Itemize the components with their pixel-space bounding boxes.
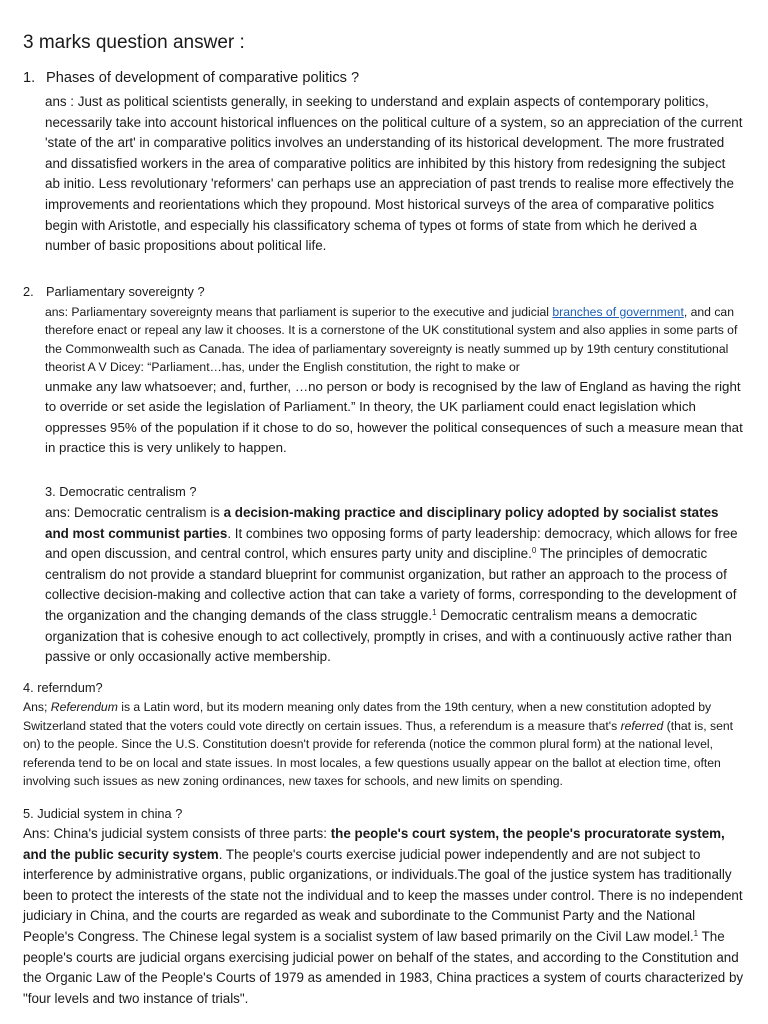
question-3-title: 3. Democratic centralism ? — [45, 484, 197, 499]
question-2 — [23, 283, 743, 459]
question-3-answer-bold: a decision-making practice and disciplinary policy adopted by socialist states and most communist parties — [45, 505, 719, 541]
question-2-title: Parliamentary sovereignty ? — [46, 284, 205, 299]
question-5-answer-bold: the people's court system, the people's procuratorate system, and the public security system — [23, 826, 725, 862]
footnote-0-marker: 0 — [531, 546, 537, 556]
question-2-number: 2. — [23, 284, 34, 299]
question-1-answer: ans : Just as political scientists generally, in seeking to understand and explain aspects of contemporary politics, necessarily take into account historical influences on the political culture of a system, so an appreciation of the current 'state of the art' in comparative politics involves an understanding of its historical development. The more frustrated and dissatisfied workers in the area of comparative politics are inhibited by this history from redesigning the subject ab initio. Less revolutionary 'reformers' can perhaps use an appreciation of past trends to realise more effectively the improvements and reorientations which they propound. Most historical surveys of the area of comparative politics begin with Aristotle, and especially his classificatory schema of types ot forms of state from which he derived a number of basic propositions about political life. — [45, 94, 743, 254]
question-3-answer — [45, 503, 743, 668]
question-2-heading — [23, 283, 743, 301]
question-3-answer-end: Democratic centralism means a democratic organization that is cohesive enough to act collectively, promptly in crises, and with a continuously active rather than passive or only occasionally active membership. — [45, 607, 732, 665]
question-4-answer-mid: is a Latin word, but its modern meaning only dates from the 19th century, when a new constitution adopted by Switzerland stated that the voters could vote directly on certain issues. Thus, a referendum is a measure that's — [23, 700, 712, 733]
question-1-heading — [23, 67, 743, 89]
question-1-number: 1. — [23, 70, 36, 86]
question-4-answer-end: (that is, sent on) to the people. Since the U.S. Constitution doesn't provide for referenda (notice the common plural form) at the national level, referenda tend to be on local and state issues. In most locales, a few questions usually appear on the ballot at election time, often involving such issues as new zoning ordinances, new taxes for schools, and new limits on spending. — [23, 718, 734, 788]
question-3 — [45, 483, 743, 668]
question-4-answer-intro: Ans; — [23, 700, 51, 714]
question-5-answer-intro: Ans: China's judicial system consists of three parts: — [23, 826, 331, 841]
question-5 — [23, 805, 745, 1009]
question-2-answer-text-b: , and can therefore enact or repeal any law it chooses. It is a cornerstone of the UK constitutional system and also applies in some parts of the Commonwealth such as Canada. The idea of parliamentary sovereignty is neatly summed up by 19th century constitutional theorist A V Dicey: “Parliament…has, under the English constitution, the right to make or — [45, 305, 738, 375]
question-5-answer — [23, 824, 745, 1009]
question-5-answer-mid: . The people's courts exercise judicial power independently and are not subject to interference by administrative organs, public organizations, or individuals.The goal of the justice system has traditionally been to protect the interests of the state not the individual and to keep the masses under control. There is no independent judiciary in China, and the courts are regarded as weak and subordinate to the Communist Party and the National People's Congress. The Chinese legal system is a socialist system of law based primarily on the Civil Law model. — [23, 846, 743, 944]
footnote-1-marker: 1 — [432, 607, 437, 617]
question-4-term-referred: referred — [620, 718, 664, 733]
question-5-title: 5. Judicial system in china ? — [23, 806, 183, 821]
page-title: 3 marks question answer : — [23, 32, 245, 53]
question-2-answer-continued: unmake any law whatsoever; and, further, …no person or body is recognised by the law of England as having the right to override or set aside the legislation of Parliament.” In theory, the UK parliament could enact legislation which oppresses 95% of the population if it chose to do so, however the political consequences of such a measure mean that in practice this is very unlikely to happen. — [45, 378, 743, 456]
question-3-answer-intro: ans: Democratic centralism is — [45, 505, 224, 520]
question-2-answer — [45, 303, 743, 377]
question-3-answer-mid: . It combines two opposing forms of party leadership: democracy, which allows for free and open discussion, and central control, which ensures party unity and discipline. — [45, 525, 738, 562]
question-3-answer-mid2: The principles of democratic centralism do not provide a standard blueprint for communist organization, but rather an approach to the process of collective decision-making and collective action that can take a variety of forms, corresponding to the development of the organization and the changing demands of the class struggle. — [45, 546, 737, 623]
question-5-answer-end: The people's courts are judicial organs exercising judicial power on behalf of the states, and according to the Constitution and the Organic Law of the People's Courts of 1979 as amended in 1983, China practices a system of courts characterized by "four levels and two instance of trials". — [23, 928, 744, 1006]
question-4-answer — [23, 698, 743, 791]
question-2-answer-text-a: ans: Parliamentary sovereignty means that parliament is superior to the executive and judicial — [45, 305, 553, 319]
question-4-term-referendum: Referendum — [50, 700, 118, 714]
branches-of-government-link[interactable]: branches of government — [552, 305, 684, 319]
question-1 — [23, 67, 743, 257]
question-4 — [23, 679, 743, 791]
footnote-1-marker-q5: 1 — [693, 928, 699, 938]
question-4-title: 4. referndum? — [23, 680, 103, 695]
question-1-title: Phases of development of comparative politics ? — [46, 70, 360, 86]
